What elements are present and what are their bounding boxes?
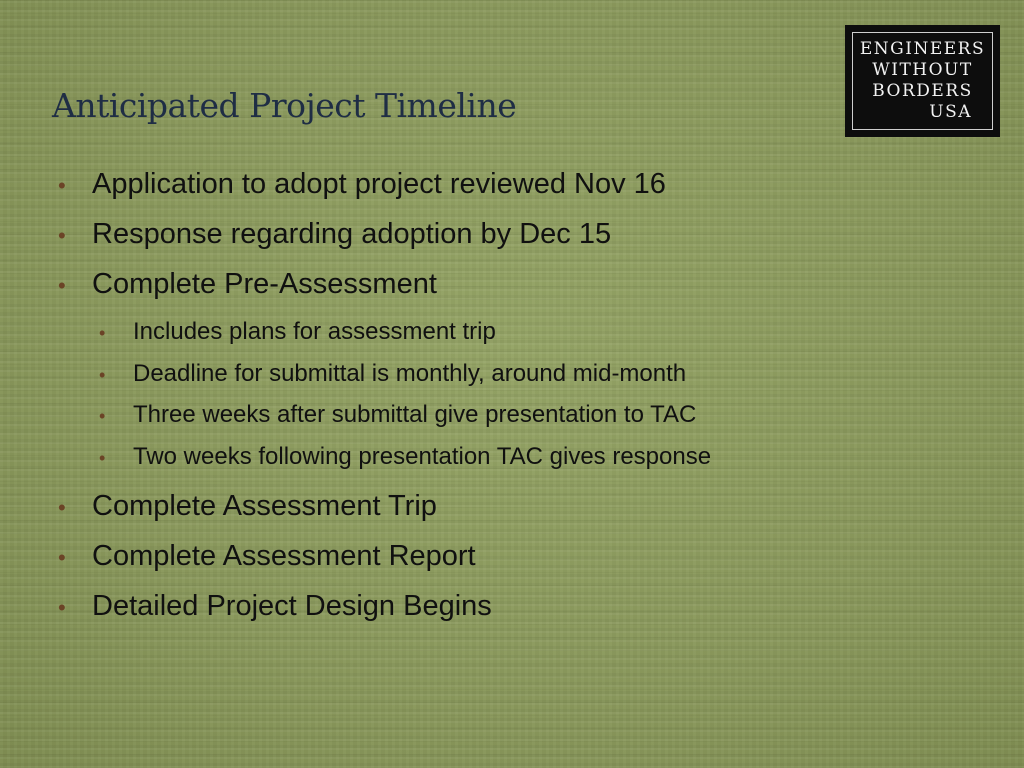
logo-frame (852, 32, 993, 130)
sub-list-item-text: Deadline for submittal is monthly, around mid-month (133, 359, 687, 387)
bullet-icon: • (58, 495, 66, 520)
sub-list-item-text: Three weeks after submittal give presentation to TAC (133, 401, 697, 428)
list-item (58, 482, 958, 532)
bullet-icon: • (58, 223, 66, 248)
sub-list-item (58, 395, 958, 437)
list-item-text: Complete Pre-Assessment (92, 268, 437, 300)
sub-list-item-text: Includes plans for assessment trip (133, 318, 496, 345)
list-item (58, 532, 958, 582)
list-item-text: Response regarding adoption by Dec 15 (92, 218, 612, 250)
sub-list-item (58, 312, 958, 354)
sub-list-item (58, 437, 958, 479)
bullet-icon: • (58, 273, 66, 298)
logo-line-usa: USA (929, 102, 972, 122)
logo-line-engineers: ENGINEERS (859, 39, 986, 59)
list-item-text: Detailed Project Design Begins (92, 590, 492, 622)
list-item (58, 160, 958, 210)
list-item (58, 582, 958, 632)
list-item-text: Complete Assessment Trip (92, 490, 437, 522)
sub-list-item-text: Two weeks following presentation TAC gives response (133, 442, 712, 470)
slide-title: Anticipated Project Timeline (52, 86, 517, 125)
list-item-text: Complete Assessment Report (92, 540, 476, 572)
sub-list-item (58, 354, 958, 396)
bullet-list (58, 160, 958, 632)
bullet-icon: • (99, 364, 106, 385)
bullet-icon: • (58, 595, 66, 620)
bullet-icon: • (99, 406, 106, 426)
list-item (58, 210, 958, 260)
list-item (58, 260, 958, 310)
bullet-icon: • (58, 173, 66, 198)
logo-line-without: WITHOUT (872, 60, 973, 80)
ewb-usa-logo (845, 25, 1000, 137)
list-item-text: Application to adopt project reviewed Nov 16 (92, 168, 666, 200)
logo-line-borders: BORDERS (872, 81, 973, 101)
bullet-icon: • (58, 545, 66, 570)
bullet-icon: • (99, 447, 106, 468)
bullet-icon: • (99, 323, 106, 343)
